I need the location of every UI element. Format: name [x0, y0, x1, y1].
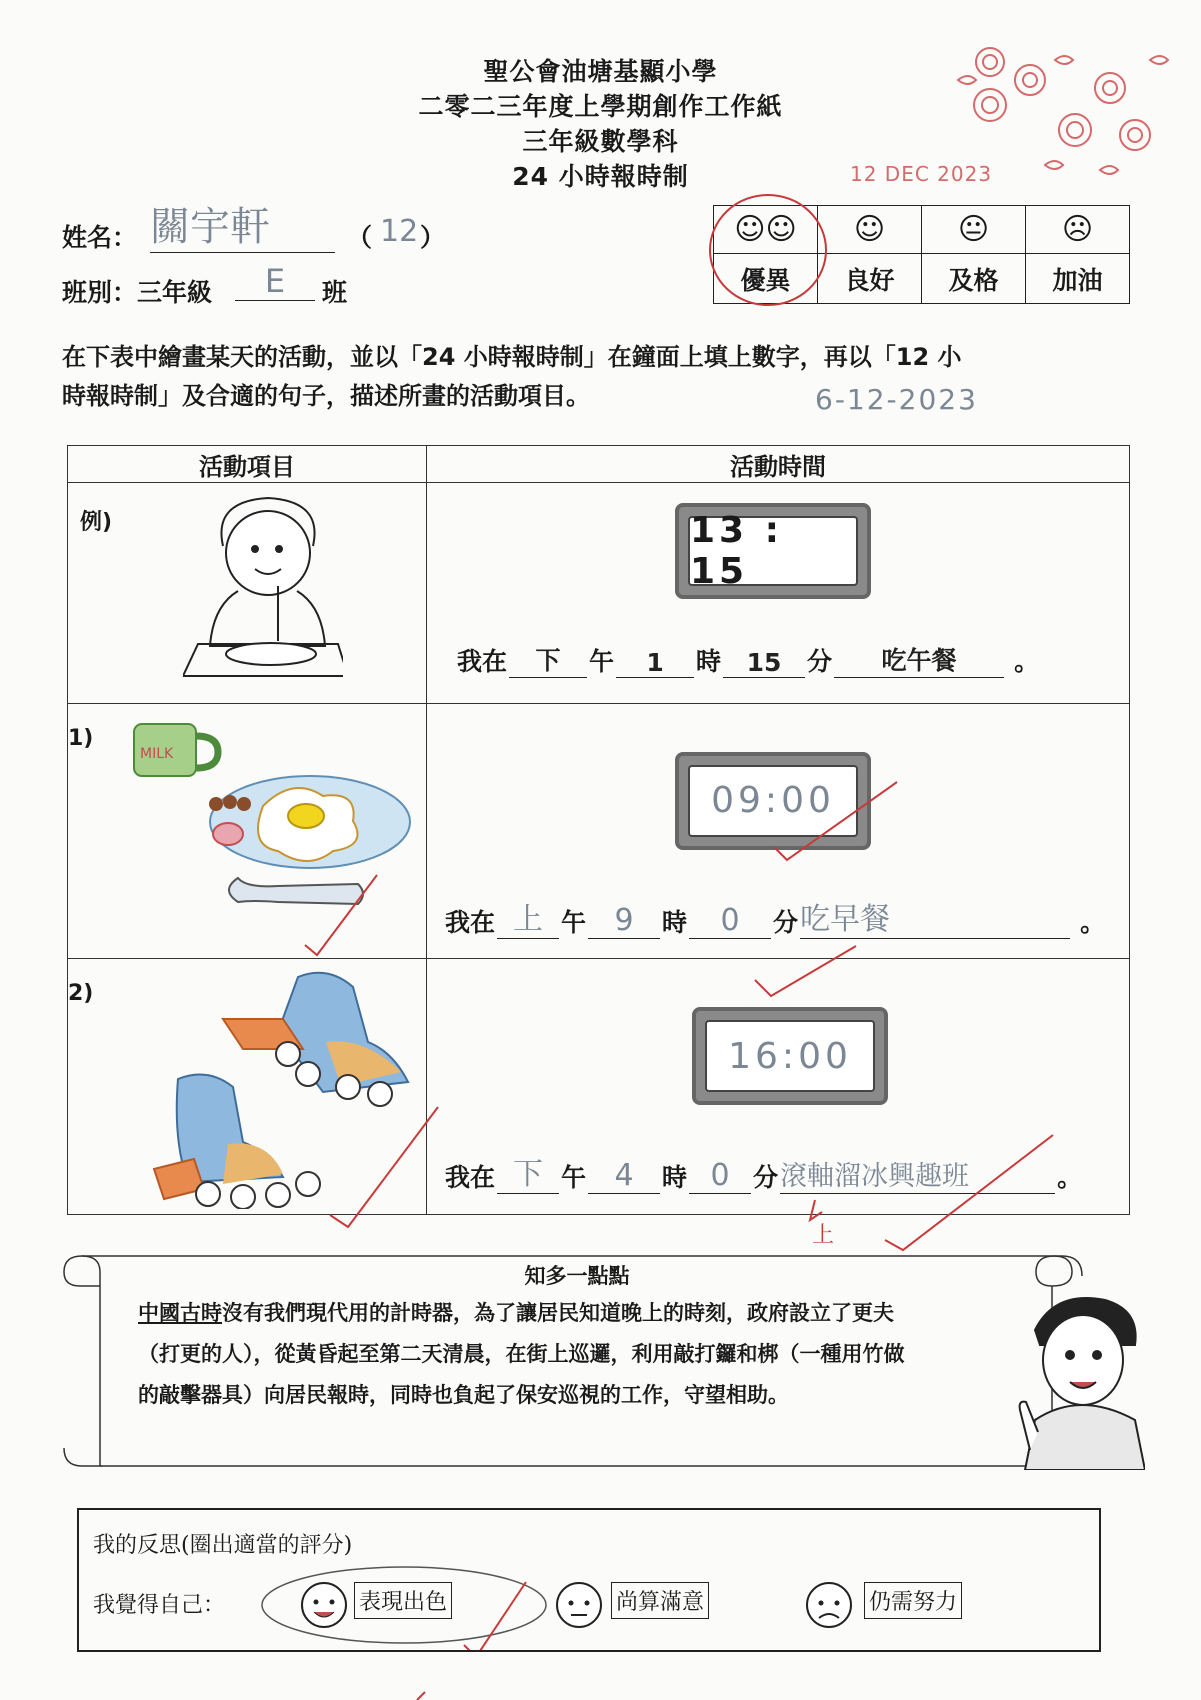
reflection-prompt: 我覺得自己：	[93, 1593, 226, 1618]
selection-circle-mark	[254, 1560, 554, 1650]
activity-blank: 吃早餐	[800, 894, 1070, 939]
minute-blank: 0	[689, 903, 771, 939]
neutral-face-icon: 😐	[922, 206, 1025, 254]
rating-circle-mark	[700, 188, 840, 313]
ampm-blank: 上	[497, 894, 559, 939]
roller-skates-drawing-icon	[148, 959, 418, 1209]
teacher-cartoon-icon	[1005, 1290, 1145, 1470]
rating-try-harder: ☹ 加油	[1026, 206, 1129, 303]
table-row	[68, 703, 1130, 959]
worried-child-icon	[799, 1575, 859, 1635]
clock-display: 13 : 15	[688, 516, 858, 586]
knowledge-line2: （打更的人），從黃昏起至第二天清晨，在街上巡邏，利用敲打鑼和梆（一種用竹做	[138, 1342, 905, 1366]
option-needs-effort[interactable]: 仍需努力	[864, 1582, 962, 1619]
name-label: 姓名：	[62, 223, 138, 252]
knowledge-line1: 中國古時沒有我們現代用的計時器，為了讓居民知道晚上的時刻，政府設立了更夫	[138, 1301, 894, 1325]
class-label: 班別：三年級	[62, 278, 213, 307]
reflection-title: 我的反思(圈出適當的評分)	[93, 1533, 353, 1558]
eating-lunch-illustration-icon	[183, 491, 343, 681]
table-row	[68, 959, 1130, 1215]
digital-clock	[675, 752, 871, 850]
instructions-line1: 在下表中繪畫某天的活動，並以「24 小時報時制」在鐘面上填上數字，再以「12 小	[62, 343, 962, 371]
rating-pass: 😐 及格	[922, 206, 1026, 303]
minute-blank: 15	[723, 648, 805, 678]
answer-sentence: 我在 下 午 4 時 0 分 滾軸溜冰興趣班 。	[445, 1149, 1082, 1194]
row-label: 例)	[80, 510, 113, 536]
flower-stamp-icon	[950, 40, 1170, 180]
option-excellent[interactable]: 表現出色	[354, 1582, 452, 1619]
time-cell	[427, 703, 1130, 959]
row-label: 2)	[68, 981, 94, 1007]
smile-icon: ☺	[818, 206, 921, 254]
knowledge-scroll	[62, 1248, 1092, 1470]
rating-good: ☺ 良好	[818, 206, 922, 303]
digital-clock	[692, 1007, 888, 1105]
minute-blank: 0	[689, 1158, 751, 1194]
mug-label: MILK	[140, 745, 174, 762]
activity-cell	[68, 959, 427, 1215]
clock-display: 16:00	[705, 1020, 875, 1092]
option-satisfactory[interactable]: 尚算滿意	[611, 1582, 709, 1619]
activity-cell	[68, 483, 427, 704]
ampm-blank: 下	[509, 641, 587, 678]
activity-table	[67, 445, 1130, 1215]
subject-title: 三年級數學科	[522, 127, 679, 156]
hour-blank: 1	[616, 648, 694, 678]
sad-face-icon: ☹	[1026, 206, 1129, 254]
class-suffix: 班	[322, 278, 348, 307]
clock-display: 09:00	[688, 765, 858, 837]
term-title: 二零二三年度上學期創作工作紙	[418, 92, 783, 121]
time-cell	[427, 483, 1130, 704]
received-stamp: 12 DEC 2023	[850, 162, 993, 186]
student-name: 關宇軒	[150, 195, 335, 253]
student-number: 12	[380, 214, 419, 249]
breakfast-drawing-icon	[128, 716, 418, 951]
answer-sentence: 我在 下 午 1 時 15 分 吃午餐 。	[457, 641, 1039, 678]
teacher-correction: 上	[812, 1223, 835, 1248]
col-header-activity: 活動項目	[68, 446, 427, 483]
rating-excellent: ☺☺ 優異	[714, 206, 818, 303]
hour-blank: 9	[588, 903, 660, 939]
ampm-blank: 下	[497, 1149, 559, 1194]
activity-blank: 滾軸溜冰興趣班	[780, 1154, 1055, 1194]
topic-title: 24 小時報時制	[512, 162, 689, 191]
col-header-time: 活動時間	[427, 446, 1130, 483]
double-smile-icon: ☺☺	[714, 206, 817, 254]
handwritten-date: 6-12-2023	[815, 383, 978, 416]
activity-cell	[68, 703, 427, 959]
neutral-child-icon	[549, 1575, 609, 1635]
time-cell	[427, 959, 1130, 1215]
instructions-line2: 時報時制」及合適的句子，描述所畫的活動項目。	[62, 382, 590, 410]
answer-sentence: 我在 上 午 9 時 0 分 吃早餐 。	[445, 894, 1105, 939]
row-label: 1)	[68, 725, 94, 751]
reflection-box	[77, 1508, 1101, 1652]
knowledge-title: 知多一點點	[524, 1264, 630, 1288]
digital-clock	[675, 503, 871, 599]
activity-blank: 吃午餐	[834, 641, 1004, 678]
class-value: E	[235, 262, 315, 301]
table-row	[68, 483, 1130, 704]
hour-blank: 4	[588, 1158, 660, 1194]
school-name: 聖公會油塘基顯小學	[483, 57, 718, 86]
knowledge-line3: 的敲擊器具）向居民報時，同時也負起了保安巡視的工作，守望相助。	[138, 1383, 789, 1407]
